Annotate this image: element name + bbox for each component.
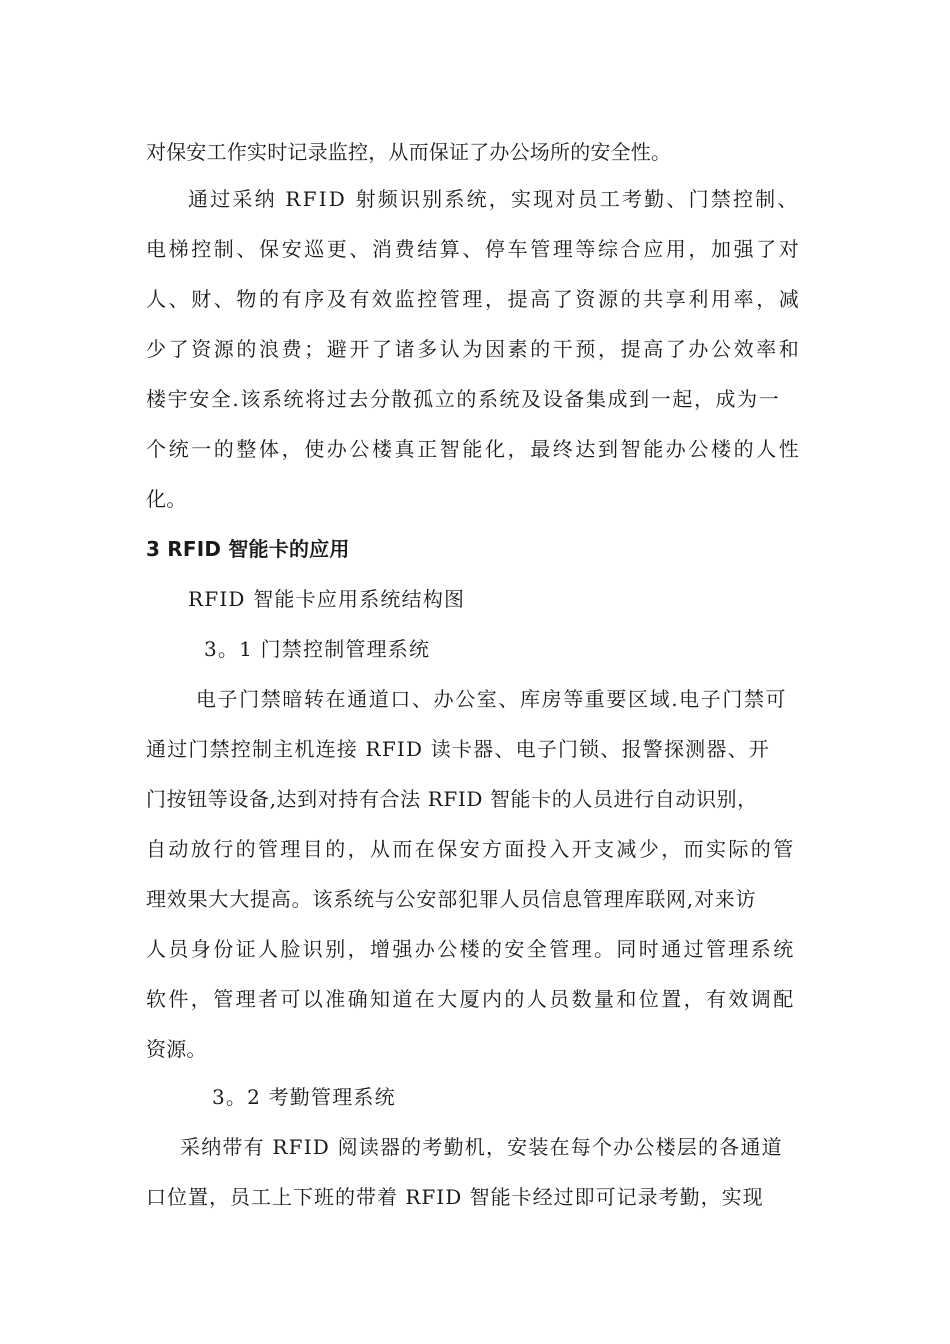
paragraph-line: 楼宇安全.该系统将过去分散孤立的系统及设备集成到一起，成为一 [146, 387, 781, 411]
paragraph-line: 门按钮等设备,达到对持有合法 RFID 智能卡的人员进行自动识别， [146, 787, 758, 811]
paragraph-line: 通过门禁控制主机连接 RFID 读卡器、电子门锁、报警探测器、开 [146, 737, 770, 761]
paragraph-line: 软件，管理者可以准确知道在大厦内的人员数量和位置，有效调配 [146, 987, 796, 1011]
paragraph-line: 通过采纳 RFID 射频识别系统，实现对员工考勤、门禁控制、 [188, 187, 800, 211]
paragraph-line: 理效果大大提高。该系统与公安部犯罪人员信息管理库联网,对来访 [146, 887, 757, 911]
paragraph-line: 化。 [146, 487, 187, 511]
paragraph-line: 人员身份证人脸识别，增强办公楼的安全管理。同时通过管理系统 [146, 937, 796, 961]
paragraph-line: 少了资源的浪费；避开了诸多认为因素的干预，提高了办公效率和 [146, 337, 802, 361]
paragraph-line: 电梯控制、保安巡更、消费结算、停车管理等综合应用，加强了对 [146, 237, 802, 261]
paragraph-line: 自动放行的管理目的，从而在保安方面投入开支减少，而实际的管 [146, 837, 796, 861]
paragraph-line: 个统一的整体，使办公楼真正智能化，最终达到智能办公楼的人性 [146, 437, 802, 461]
paragraph-line: 电子门禁暗转在通道口、办公室、库房等重要区域.电子门禁可 [196, 687, 788, 711]
paragraph-line: 口位置，员工上下班的带着 RFID 智能卡经过即可记录考勤，实现 [146, 1185, 764, 1209]
section-heading: 3 RFID 智能卡的应用 [146, 537, 350, 561]
subsection-heading: 3。2 考勤管理系统 [212, 1085, 396, 1109]
paragraph-line: 采纳带有 RFID 阅读器的考勤机，安装在每个办公楼层的各通道 [180, 1135, 783, 1159]
paragraph-line: 人、财、物的有序及有效监控管理，提高了资源的共享利用率，减 [146, 287, 802, 311]
figure-caption: RFID 智能卡应用系统结构图 [188, 587, 466, 611]
paragraph-line: 对保安工作实时记录监控，从而保证了办公场所的安全性。 [146, 140, 672, 164]
paragraph-line: 资源。 [146, 1037, 207, 1061]
subsection-heading: 3。1 门禁控制管理系统 [204, 637, 431, 661]
